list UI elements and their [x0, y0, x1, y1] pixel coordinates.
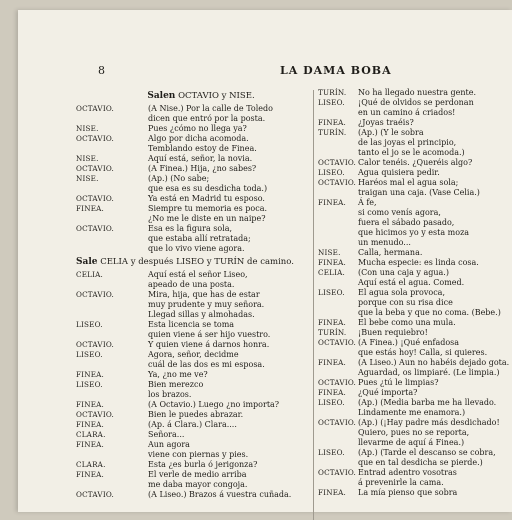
- dialogue-line: [318, 298, 512, 308]
- dialogue-line: [318, 228, 512, 238]
- dialogue-line: [76, 470, 326, 480]
- verse-text: en un camino á criados!: [358, 108, 456, 117]
- verse-text: (Ap.) (¡Hay padre más desdichado!: [358, 418, 500, 427]
- speaker-name: LISEO.: [318, 168, 345, 177]
- speaker-name: LISEO.: [318, 448, 345, 457]
- verse-text: Aquí está el señor Liseo,: [148, 270, 248, 279]
- dialogue-line: [318, 108, 512, 118]
- dialogue-line: [76, 214, 326, 224]
- verse-text: que la beba y que no coma. (Bebe.): [358, 308, 501, 317]
- speaker-name: FINEA.: [318, 358, 347, 367]
- dialogue-line: [318, 348, 512, 358]
- speaker-name: OCTAVIO.: [318, 178, 357, 187]
- dialogue-line: [318, 188, 512, 198]
- dialogue-line: [318, 138, 512, 148]
- dialogue-line: [318, 428, 512, 438]
- dialogue-line: [76, 380, 326, 390]
- running-title: LA DAMA BOBA: [280, 64, 392, 77]
- verse-text: (Ap.) (Y le sobra: [358, 128, 424, 137]
- book-page: [18, 10, 512, 512]
- stage-characters: CELIA y después LISEO y TURÍN de camino.: [100, 257, 294, 267]
- speaker-name: CELIA.: [76, 270, 104, 279]
- speaker-name: FINEA.: [76, 400, 105, 409]
- verse-text: Aquí está, señor, la novia.: [148, 154, 253, 163]
- speaker-name: TURÍN.: [318, 328, 347, 337]
- dialogue-line: [318, 478, 512, 488]
- verse-text: que hicimos yo y esta moza: [358, 228, 470, 237]
- verse-text: apeado de una posta.: [148, 280, 235, 289]
- dialogue-line: [76, 204, 326, 214]
- verse-text: porque con su risa dice: [358, 298, 453, 307]
- stage-characters: OCTAVIO y NISE.: [178, 91, 255, 101]
- dialogue-line: [76, 164, 326, 174]
- verse-text: (A Finea.) Hija, ¿no sabes?: [148, 164, 257, 173]
- verse-text: que lo vivo viene agora.: [148, 244, 245, 253]
- verse-text: Aguardad, os limpiaré. (Le limpia.): [358, 368, 500, 377]
- verse-text: que en tal desdicha se pierde.): [358, 458, 483, 467]
- verse-text: ¡Buen requiebro!: [358, 328, 428, 337]
- dialogue-line: [318, 408, 512, 418]
- speaker-name: OCTAVIO.: [318, 418, 357, 427]
- dialogue-line: [76, 144, 326, 154]
- verse-text: Siempre tu memoria es poca.: [148, 204, 268, 213]
- dialogue-line: [318, 368, 512, 378]
- dialogue-line: [76, 104, 326, 114]
- verse-text: El agua sola provoca,: [358, 288, 445, 297]
- verse-text: cuál de las dos es mi esposa.: [148, 360, 265, 369]
- verse-text: (Ap.) (Media barba me ha llevado.: [358, 398, 497, 407]
- dialogue-line: [318, 218, 512, 228]
- verse-text: ¿Qué importa?: [358, 388, 418, 397]
- verse-text: Entrad adentro vosotras: [358, 468, 457, 477]
- speaker-name: LISEO.: [318, 398, 345, 407]
- speaker-name: FINEA.: [318, 118, 347, 127]
- speaker-name: NISE.: [76, 154, 99, 163]
- dialogue-line: [76, 300, 326, 310]
- speaker-name: LISEO.: [318, 98, 345, 107]
- dialogue-line: [318, 148, 512, 158]
- verse-text: Bien merezco: [148, 380, 204, 389]
- page-number: 8: [98, 64, 105, 77]
- verse-text: Esa es la figura sola,: [148, 224, 233, 233]
- speaker-name: OCTAVIO.: [76, 104, 115, 113]
- speaker-name: FINEA.: [76, 420, 105, 429]
- speaker-name: NISE.: [76, 124, 99, 133]
- dialogue-line: [318, 88, 512, 98]
- verse-text: (Con una caja y agua.): [358, 268, 449, 277]
- left-column: [76, 88, 326, 500]
- speaker-name: LISEO.: [76, 320, 103, 329]
- speaker-name: OCTAVIO.: [76, 224, 115, 233]
- speaker-name: OCTAVIO.: [76, 410, 115, 419]
- verse-text: Y quien viene á darnos honra.: [148, 340, 270, 349]
- dialogue-line: [318, 288, 512, 298]
- dialogue-line: [76, 270, 326, 280]
- verse-text: un menudo...: [358, 238, 411, 247]
- verse-text: Mira, hija, que has de estar: [148, 290, 260, 299]
- speaker-name: OCTAVIO.: [318, 338, 357, 347]
- speaker-name: OCTAVIO.: [76, 290, 115, 299]
- verse-text: que estás hoy! Calla, si quieres.: [358, 348, 488, 357]
- verse-text: Mucha especie: es linda cosa.: [358, 258, 479, 267]
- verse-text: Quiero, pues no se reporta,: [358, 428, 470, 437]
- dialogue-line: [318, 378, 512, 388]
- verse-text: Llegad sillas y almohadas.: [148, 310, 255, 319]
- dialogue-line: [76, 390, 326, 400]
- speaker-name: OCTAVIO.: [318, 468, 357, 477]
- dialogue-line: [76, 440, 326, 450]
- dialogue-line: [76, 174, 326, 184]
- verse-text: que esa es su desdicha toda.): [148, 184, 268, 193]
- dialogue-line: [76, 400, 326, 410]
- verse-text: Agua quisiera pedir.: [358, 168, 440, 177]
- verse-text: Señora...: [148, 430, 185, 439]
- dialogue-line: [318, 398, 512, 408]
- speaker-name: CELIA.: [318, 268, 346, 277]
- verse-text: Ya, ¿no me ve?: [148, 370, 208, 379]
- dialogue-line: [318, 248, 512, 258]
- verse-text: (Ap.) (Tarde el descanso se cobra,: [358, 448, 496, 457]
- dialogue-line: [76, 154, 326, 164]
- dialogue-line: [318, 278, 512, 288]
- verse-text: fuera el sábado pasado,: [358, 218, 455, 227]
- verse-text: Pues ¿tú le limpias?: [358, 378, 439, 387]
- dialogue-line: [318, 268, 512, 278]
- verse-text: los brazos.: [148, 390, 192, 399]
- verse-text: (A Octavio.) Luego ¿no importa?: [148, 400, 280, 409]
- dialogue-line: [76, 460, 326, 470]
- stage-direction: [76, 256, 326, 268]
- dialogue-line: [76, 320, 326, 330]
- speaker-name: FINEA.: [318, 198, 347, 207]
- dialogue-line: [318, 468, 512, 478]
- verse-text: á prevenirle la cama.: [358, 478, 444, 487]
- dialogue-line: [318, 338, 512, 348]
- dialogue-line: [76, 360, 326, 370]
- verse-text: Esta licencia se toma: [148, 320, 235, 329]
- verse-text: La mía pienso que sobra: [358, 488, 458, 497]
- speaker-name: TURÍN.: [318, 128, 347, 137]
- verse-text: (A Nise.) Por la calle de Toledo: [148, 104, 273, 113]
- verse-text: El verle de medio arriba: [148, 470, 247, 479]
- verse-text: ¡Qué de olvidos se perdonan: [358, 98, 474, 107]
- dialogue-line: [76, 490, 326, 500]
- verse-text: ¿No me le diste en un naipe?: [148, 214, 266, 223]
- dialogue-line: [76, 350, 326, 360]
- speaker-name: OCTAVIO.: [76, 134, 115, 143]
- dialogue-line: [76, 410, 326, 420]
- verse-text: Temblando estoy de Finea.: [148, 144, 257, 153]
- verse-text: Aun agora: [148, 440, 190, 449]
- speaker-name: CLARA.: [76, 460, 106, 469]
- dialogue-line: [76, 430, 326, 440]
- dialogue-line: [76, 340, 326, 350]
- dialogue-line: [318, 318, 512, 328]
- dialogue-line: [76, 184, 326, 194]
- verse-text: quien viene á ser hijo vuestro.: [148, 330, 271, 339]
- verse-text: Calor tenéis. ¿Queréis algo?: [358, 158, 473, 167]
- speaker-name: FINEA.: [318, 318, 347, 327]
- dialogue-line: [318, 418, 512, 428]
- speaker-name: CLARA.: [76, 430, 106, 439]
- dialogue-line: [76, 114, 326, 124]
- dialogue-line: [76, 370, 326, 380]
- dialogue-line: [318, 448, 512, 458]
- speaker-name: FINEA.: [76, 470, 105, 479]
- verse-text: Esta ¿es burla ó jerigonza?: [148, 460, 258, 469]
- dialogue-line: [318, 118, 512, 128]
- verse-text: que estaba allí retratada;: [148, 234, 251, 243]
- dialogue-line: [76, 310, 326, 320]
- dialogue-line: [76, 194, 326, 204]
- verse-text: (A Liseo.) Brazos á vuestra cuñada.: [148, 490, 292, 499]
- verse-text: si como venís agora,: [358, 208, 441, 217]
- verse-text: me daba mayor congoja.: [148, 480, 248, 489]
- verse-text: Agora, señor, decidme: [148, 350, 239, 359]
- verse-text: Haréos mal el agua sola;: [358, 178, 459, 187]
- dialogue-line: [318, 458, 512, 468]
- speaker-name: OCTAVIO.: [318, 378, 357, 387]
- dialogue-line: [318, 178, 512, 188]
- dialogue-line: [76, 330, 326, 340]
- dialogue-line: [76, 244, 326, 254]
- dialogue-line: [318, 238, 512, 248]
- verse-text: llevarme de aquí á Finea.): [358, 438, 465, 447]
- verse-text: Pues ¿cómo no llega ya?: [148, 124, 247, 133]
- speaker-name: OCTAVIO.: [76, 194, 115, 203]
- speaker-name: FINEA.: [76, 440, 105, 449]
- dialogue-line: [76, 290, 326, 300]
- speaker-name: LISEO.: [76, 380, 103, 389]
- verse-text: Aquí está el agua. Comed.: [358, 278, 465, 287]
- running-header: [18, 46, 512, 86]
- speaker-name: LISEO.: [318, 288, 345, 297]
- verse-text: Algo por dicha acomoda.: [148, 134, 249, 143]
- verse-text: Á fe,: [358, 198, 377, 207]
- speaker-name: OCTAVIO.: [76, 164, 115, 173]
- dialogue-line: [76, 234, 326, 244]
- dialogue-line: [76, 124, 326, 134]
- verse-text: (Ap.) (No sabe;: [148, 174, 210, 183]
- speaker-name: FINEA.: [318, 258, 347, 267]
- verse-text: Calla, hermana.: [358, 248, 423, 257]
- verse-text: (A Finea.) ¡Qué enfadosa: [358, 338, 460, 347]
- dialogue-line: [318, 168, 512, 178]
- verse-text: (Ap. á Clara.) Clara....: [148, 420, 237, 429]
- verse-text: dicen que entró por la posta.: [148, 114, 266, 123]
- dialogue-line: [318, 128, 512, 138]
- verse-text: (A Liseo.) Aun no habéis dejado gota.: [358, 358, 510, 367]
- dialogue-line: [318, 158, 512, 168]
- verse-text: traigan una caja. (Vase Celia.): [358, 188, 480, 197]
- stage-direction: [76, 90, 326, 102]
- verse-text: tanto el jo se le acomoda.): [358, 148, 465, 157]
- verse-text: viene con piernas y pies.: [148, 450, 249, 459]
- dialogue-line: [76, 280, 326, 290]
- dialogue-line: [76, 450, 326, 460]
- dialogue-line: [76, 480, 326, 490]
- speaker-name: OCTAVIO.: [76, 340, 115, 349]
- dialogue-line: [318, 258, 512, 268]
- dialogue-line: [318, 328, 512, 338]
- dialogue-line: [318, 308, 512, 318]
- verse-text: Ya está en Madrid tu esposo.: [148, 194, 265, 203]
- speaker-name: FINEA.: [76, 204, 105, 213]
- stage-keyword: Sale: [76, 257, 98, 267]
- stage-keyword: Salen: [147, 91, 176, 101]
- dialogue-line: [76, 134, 326, 144]
- dialogue-line: [318, 98, 512, 108]
- dialogue-line: [318, 438, 512, 448]
- dialogue-line: [318, 358, 512, 368]
- speaker-name: OCTAVIO.: [318, 158, 357, 167]
- verse-text: El bebe como una mula.: [358, 318, 456, 327]
- verse-text: muy prudente y muy señora.: [148, 300, 265, 309]
- speaker-name: TURÍN.: [318, 88, 347, 97]
- dialogue-line: [318, 488, 512, 498]
- dialogue-line: [318, 388, 512, 398]
- dialogue-line: [76, 224, 326, 234]
- verse-text: Lindamente me enamora.): [358, 408, 466, 417]
- verse-text: ¿Joyas traéis?: [358, 118, 414, 127]
- dialogue-line: [318, 208, 512, 218]
- speaker-name: FINEA.: [76, 370, 105, 379]
- verse-text: de las joyas el principio,: [358, 138, 457, 147]
- dialogue-line: [318, 198, 512, 208]
- speaker-name: FINEA.: [318, 488, 347, 497]
- verse-text: No ha llegado nuestra gente.: [358, 88, 477, 97]
- speaker-name: LISEO.: [76, 350, 103, 359]
- dialogue-line: [76, 420, 326, 430]
- verse-text: Bien le puedes abrazar.: [148, 410, 244, 419]
- speaker-name: OCTAVIO.: [76, 490, 115, 499]
- speaker-name: FINEA.: [318, 388, 347, 397]
- right-column: [318, 88, 512, 498]
- speaker-name: NISE.: [76, 174, 99, 183]
- speaker-name: NISE.: [318, 248, 341, 257]
